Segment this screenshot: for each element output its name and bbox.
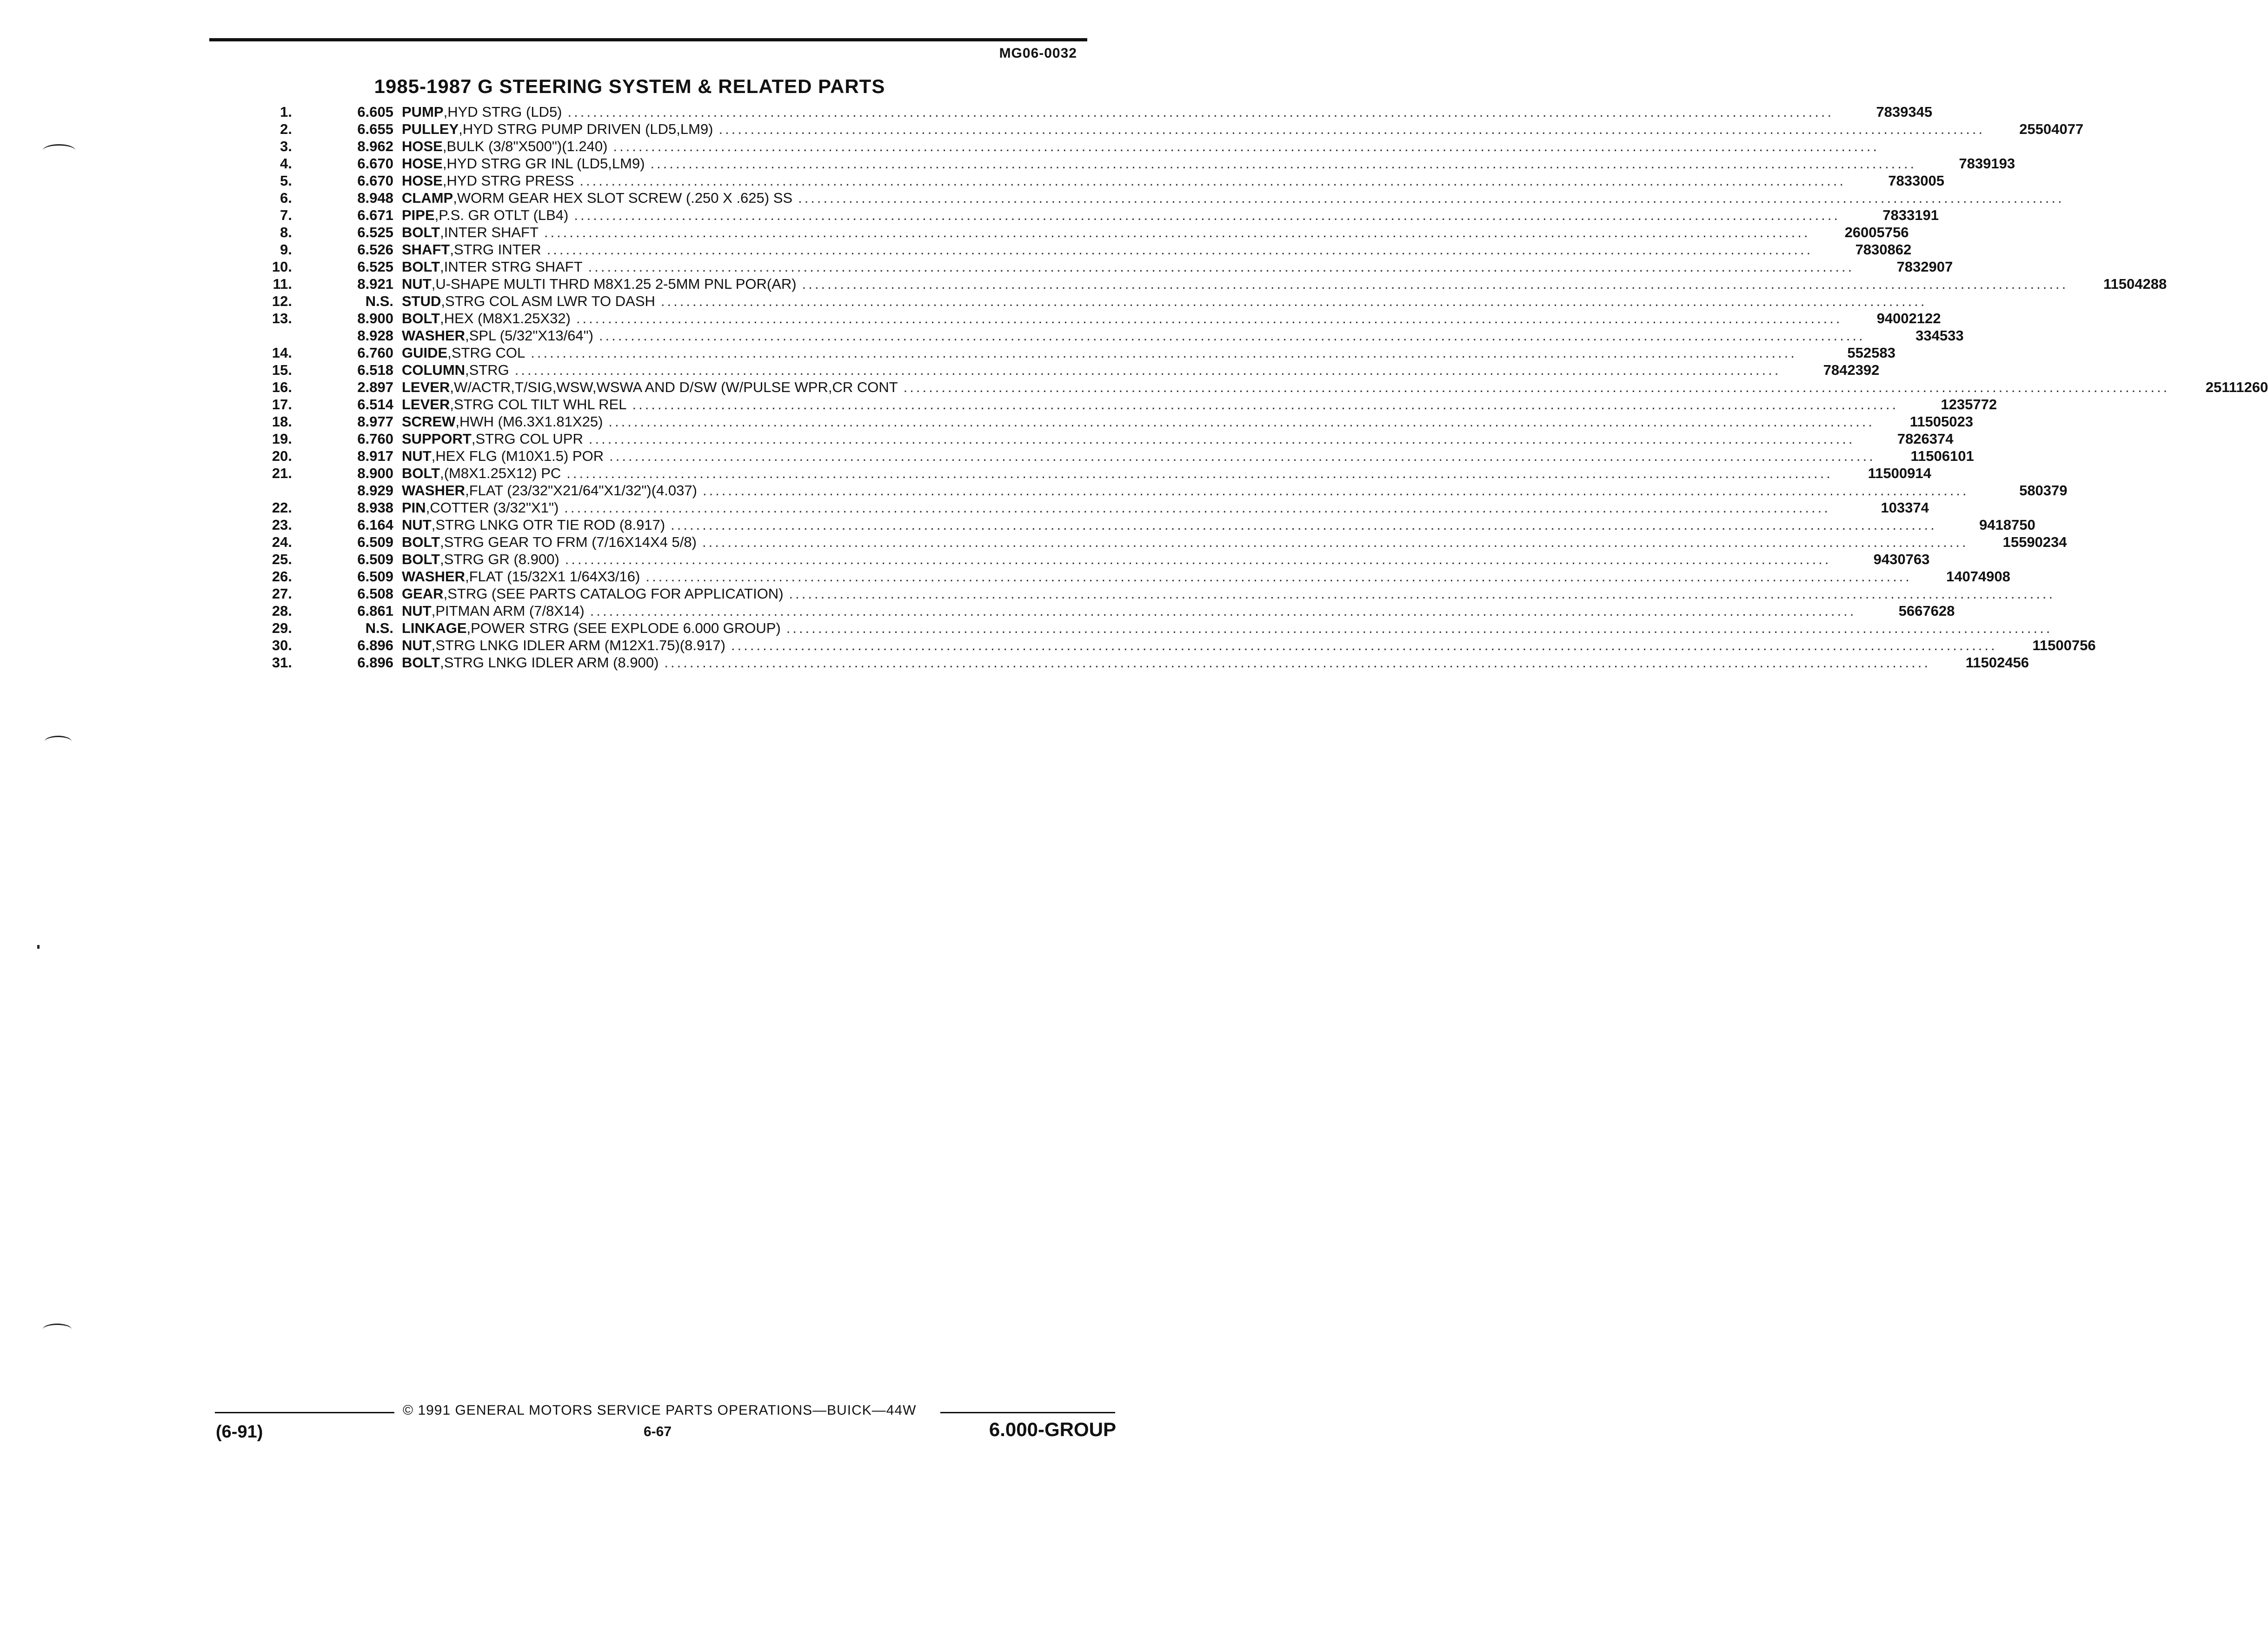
part-number: 9418750 xyxy=(1979,517,2035,533)
parts-list xyxy=(255,103,2268,671)
part-number: 7839193 xyxy=(1959,155,2015,172)
part-name: PULLEY xyxy=(402,121,459,137)
leader-dots: ........................................................................................................................................................................................................ xyxy=(609,448,1876,464)
scan-mark xyxy=(43,144,75,157)
item-number: 3. xyxy=(280,138,292,154)
part-number: 7826374 xyxy=(1897,431,1954,447)
part-number: 334533 xyxy=(1915,327,1964,344)
part-name: STUD xyxy=(402,293,441,309)
part-name: LINKAGE xyxy=(402,620,467,636)
name-separator: , xyxy=(465,362,469,378)
part-number: 7833191 xyxy=(1882,207,1939,223)
group-number: 6.760 xyxy=(357,345,393,361)
part-description: STRG LNKG OTR TIE ROD (8.917) xyxy=(435,517,665,533)
name-separator: , xyxy=(465,482,469,499)
item-number: 11. xyxy=(273,276,292,292)
group-number: 6.508 xyxy=(357,586,393,602)
leader-dots: ........................................................................................................................................................................................................ xyxy=(564,499,1830,516)
part-description: INTER STRG SHAFT xyxy=(444,259,583,275)
leader-dots: ........................................................................................................................................................................................................ xyxy=(576,310,1842,326)
part-number: 11506101 xyxy=(1910,448,1974,464)
item-number: 17. xyxy=(272,396,292,413)
item-number: 10. xyxy=(272,259,292,275)
part-name: SCREW xyxy=(402,413,456,430)
part-row xyxy=(255,499,1929,516)
part-name: NUT xyxy=(402,276,432,292)
item-number: 15. xyxy=(272,362,292,378)
part-row xyxy=(255,275,2167,293)
name-separator: , xyxy=(440,310,444,326)
footer-page-number: 6-67 xyxy=(644,1424,672,1439)
leader-dots: ........................................................................................................................................................................................................ xyxy=(613,138,1880,154)
group-number: 6.670 xyxy=(357,173,393,189)
part-number: 11500914 xyxy=(1868,465,1931,481)
part-name: WASHER xyxy=(402,568,466,585)
group-number: 8.948 xyxy=(357,190,393,206)
scan-mark xyxy=(43,1324,72,1335)
part-name: GUIDE xyxy=(402,345,448,361)
part-name: BOLT xyxy=(402,224,440,240)
name-separator: , xyxy=(447,345,452,361)
group-number: 8.962 xyxy=(357,138,393,154)
part-row xyxy=(255,430,1954,447)
item-number: 21. xyxy=(272,465,292,481)
part-number: 94002122 xyxy=(1876,310,1941,326)
scan-mark xyxy=(45,736,72,747)
part-name: PIN xyxy=(402,499,426,516)
footer-rule-right xyxy=(940,1412,1115,1413)
part-row xyxy=(255,619,2053,637)
item-number: 14. xyxy=(272,345,292,361)
leader-dots: ........................................................................................................................................................................................................ xyxy=(531,345,1797,361)
part-row xyxy=(255,310,1941,327)
part-row xyxy=(255,103,1933,120)
item-number: 7. xyxy=(280,207,292,223)
leader-dots: ........................................................................................................................................................................................................ xyxy=(588,431,1855,447)
group-number: N.S. xyxy=(365,293,393,309)
part-name: BOLT xyxy=(402,654,440,671)
leader-dots: ........................................................................................................................................................................................................ xyxy=(567,104,1834,120)
part-row xyxy=(255,293,1927,310)
part-name: HOSE xyxy=(402,173,443,189)
part-name: BOLT xyxy=(402,551,440,567)
item-number: 16. xyxy=(272,379,292,395)
part-name: BOLT xyxy=(402,310,440,326)
part-description: HYD STRG PUMP DRIVEN (LD5,LM9) xyxy=(462,121,713,137)
part-description: U-SHAPE MULTI THRD M8X1.25 2-5MM PNL POR(AR) xyxy=(435,276,797,292)
item-number: 22. xyxy=(272,499,292,516)
name-separator: , xyxy=(431,603,436,619)
group-number: 6.518 xyxy=(357,362,393,378)
group-number: 8.900 xyxy=(357,310,393,326)
name-separator: , xyxy=(465,327,469,344)
group-number: 6.760 xyxy=(357,431,393,447)
part-row xyxy=(255,241,1912,258)
group-number: 6.509 xyxy=(357,534,393,550)
part-name: SUPPORT xyxy=(402,431,472,447)
document-code: MG06-0032 xyxy=(999,46,1077,61)
part-number: 15590234 xyxy=(2002,534,2067,550)
page-title: 1985-1987 G STEERING SYSTEM & RELATED PARTS xyxy=(374,75,885,97)
part-row xyxy=(255,258,1953,275)
leader-dots: ........................................................................................................................................................................................................ xyxy=(566,465,1833,481)
leader-dots: ........................................................................................................................................................................................................ xyxy=(731,637,1997,653)
name-separator: , xyxy=(440,224,444,240)
name-separator: , xyxy=(441,293,446,309)
part-number: 7833005 xyxy=(1888,173,1944,189)
part-description: HYD STRG GR INL (LD5,LM9) xyxy=(446,155,645,172)
part-description: FLAT (15/32X1 1/64X3/16) xyxy=(469,568,640,585)
part-name: LEVER xyxy=(402,379,450,395)
item-number: 23. xyxy=(272,517,292,533)
name-separator: , xyxy=(453,190,457,206)
name-separator: , xyxy=(426,499,430,516)
part-row xyxy=(255,396,1997,413)
name-separator: , xyxy=(443,104,448,120)
part-row xyxy=(255,344,1896,361)
group-number: 6.526 xyxy=(357,241,393,258)
part-row xyxy=(255,379,2268,396)
part-row xyxy=(255,654,2029,671)
item-number: 31. xyxy=(272,654,292,671)
part-row xyxy=(255,551,1930,568)
part-description: STRG LNKG IDLER ARM (M12X1.75)(8.917) xyxy=(435,637,725,653)
part-number: 9430763 xyxy=(1873,551,1930,567)
part-name: BOLT xyxy=(402,259,440,275)
part-name: PUMP xyxy=(402,104,444,120)
item-number: 26. xyxy=(272,568,292,585)
part-description: FLAT (23/32"X21/64"X1/32")(4.037) xyxy=(469,482,697,499)
part-row xyxy=(255,206,1939,224)
part-number: 7830862 xyxy=(1855,241,1912,258)
part-row xyxy=(255,533,2067,551)
leader-dots: ........................................................................................................................................................................................................ xyxy=(599,327,1865,344)
part-row xyxy=(255,585,2055,602)
part-description: STRG COL xyxy=(451,345,525,361)
part-number: 580379 xyxy=(2019,482,2068,499)
part-name: CLAMP xyxy=(402,190,453,206)
part-name: PIPE xyxy=(402,207,435,223)
group-number: 8.928 xyxy=(357,327,393,344)
group-number: N.S. xyxy=(365,620,393,636)
part-name: COLUMN xyxy=(402,362,466,378)
group-number: 6.164 xyxy=(357,517,393,533)
part-row xyxy=(255,138,1880,155)
part-description: STRG xyxy=(469,362,509,378)
footer-date: (6-91) xyxy=(216,1422,263,1442)
item-number: 20. xyxy=(272,448,292,464)
part-number: 25504077 xyxy=(2019,121,2084,137)
item-number: 24. xyxy=(272,534,292,550)
part-description: HEX (M8X1.25X32) xyxy=(444,310,571,326)
name-separator: , xyxy=(431,517,436,533)
part-name: BOLT xyxy=(402,534,440,550)
name-separator: , xyxy=(450,379,454,395)
part-description: STRG INTER xyxy=(453,241,541,258)
part-description: (M8X1.25X12) PC xyxy=(444,465,561,481)
item-number: 12. xyxy=(272,293,292,309)
name-separator: , xyxy=(471,431,476,447)
leader-dots: ........................................................................................................................................................................................................ xyxy=(664,654,1930,671)
part-description: PITMAN ARM (7/8X14) xyxy=(435,603,585,619)
leader-dots: ........................................................................................................................................................................................................ xyxy=(574,207,1840,223)
leader-dots: ........................................................................................................................................................................................................ xyxy=(590,603,1856,619)
part-number: 11504288 xyxy=(2103,276,2167,292)
part-number: 103374 xyxy=(1881,499,1929,516)
part-row xyxy=(255,465,1931,482)
part-row xyxy=(255,413,1973,430)
name-separator: , xyxy=(440,551,444,567)
group-number: 8.929 xyxy=(357,482,393,499)
scan-mark xyxy=(37,945,40,949)
part-number: 7839345 xyxy=(1876,104,1933,120)
part-description: STRG COL UPR xyxy=(475,431,583,447)
leader-dots: ........................................................................................................................................................................................................ xyxy=(608,413,1875,430)
part-description: BULK (3/8"X500")(1.240) xyxy=(446,138,608,154)
name-separator: , xyxy=(442,138,447,154)
footer-copyright: © 1991 GENERAL MOTORS SERVICE PARTS OPERATIONS—BUICK—44W xyxy=(403,1403,917,1418)
leader-dots: ........................................................................................................................................................................................................ xyxy=(514,362,1781,378)
leader-dots: ........................................................................................................................................................................................................ xyxy=(579,173,1846,189)
part-number: 552583 xyxy=(1847,345,1896,361)
group-number: 6.670 xyxy=(357,155,393,172)
part-row xyxy=(255,224,1909,241)
name-separator: , xyxy=(440,534,444,550)
name-separator: , xyxy=(440,259,444,275)
part-description: STRG GEAR TO FRM (7/16X14X4 5/8) xyxy=(444,534,697,550)
part-name: WASHER xyxy=(402,327,466,344)
item-number: 25. xyxy=(272,551,292,567)
leader-dots: ........................................................................................................................................................................................................ xyxy=(903,379,2170,395)
name-separator: , xyxy=(455,413,460,430)
part-number: 14074908 xyxy=(1946,568,2010,585)
name-separator: , xyxy=(459,121,463,137)
part-description: POWER STRG (SEE EXPLODE 6.000 GROUP) xyxy=(471,620,781,636)
group-number: 6.525 xyxy=(357,259,393,275)
item-number: 9. xyxy=(280,241,292,258)
leader-dots: ........................................................................................................................................................................................................ xyxy=(702,534,1969,550)
name-separator: , xyxy=(431,448,436,464)
part-name: SHAFT xyxy=(402,241,450,258)
part-description: STRG GR (8.900) xyxy=(444,551,559,567)
part-name: GEAR xyxy=(402,586,444,602)
part-row xyxy=(255,172,1944,189)
item-number: 27. xyxy=(272,586,292,602)
part-name: LEVER xyxy=(402,396,450,413)
group-number: 8.917 xyxy=(357,448,393,464)
leader-dots: ........................................................................................................................................................................................................ xyxy=(702,482,1969,499)
part-number: 5667628 xyxy=(1898,603,1955,619)
part-description: INTER SHAFT xyxy=(444,224,539,240)
footer-group: 6.000-GROUP xyxy=(989,1418,1116,1440)
item-number: 1. xyxy=(280,104,292,120)
leader-dots: ........................................................................................................................................................................................................ xyxy=(718,121,1985,137)
leader-dots: ........................................................................................................................................................................................................ xyxy=(802,276,2068,292)
name-separator: , xyxy=(466,620,471,636)
part-name: NUT xyxy=(402,448,432,464)
name-separator: , xyxy=(442,155,447,172)
group-number: 8.900 xyxy=(357,465,393,481)
part-row xyxy=(255,602,1955,619)
leader-dots: ........................................................................................................................................................................................................ xyxy=(544,224,1810,240)
leader-dots: ........................................................................................................................................................................................................ xyxy=(632,396,1899,413)
part-name: NUT xyxy=(402,603,432,619)
part-name: NUT xyxy=(402,517,432,533)
part-name: BOLT xyxy=(402,465,440,481)
part-description: STRG COL ASM LWR TO DASH xyxy=(445,293,655,309)
part-row xyxy=(255,120,2084,138)
part-number: 26005756 xyxy=(1844,224,1909,240)
group-number: 6.605 xyxy=(357,104,393,120)
leader-dots: ........................................................................................................................................................................................................ xyxy=(565,551,1831,567)
group-number: 6.861 xyxy=(357,603,393,619)
name-separator: , xyxy=(465,568,469,585)
name-separator: , xyxy=(442,173,447,189)
part-description: WORM GEAR HEX SLOT SCREW (.250 X .625) SS xyxy=(457,190,793,206)
part-description: HWH (M6.3X1.81X25) xyxy=(459,413,603,430)
name-separator: , xyxy=(440,465,444,481)
group-number: 2.897 xyxy=(357,379,393,395)
part-description: SPL (5/32"X13/64") xyxy=(469,327,594,344)
name-separator: , xyxy=(431,637,436,653)
part-name: NUT xyxy=(402,637,432,653)
item-number: 2. xyxy=(280,121,292,137)
item-number: 5. xyxy=(280,173,292,189)
item-number: 4. xyxy=(280,155,292,172)
part-number: 11500756 xyxy=(2032,637,2096,653)
item-number: 6. xyxy=(280,190,292,206)
part-description: COTTER (3/32"X1") xyxy=(430,499,559,516)
part-row xyxy=(255,447,1974,465)
item-number: 18. xyxy=(272,413,292,430)
name-separator: , xyxy=(450,396,454,413)
group-number: 6.671 xyxy=(357,207,393,223)
item-number: 13. xyxy=(272,310,292,326)
part-row xyxy=(255,189,2064,206)
part-description: HYD STRG PRESS xyxy=(446,173,574,189)
part-number: 1235772 xyxy=(1941,396,1997,413)
leader-dots: ........................................................................................................................................................................................................ xyxy=(789,586,2055,602)
leader-dots: ........................................................................................................................................................................................................ xyxy=(786,620,2053,636)
group-number: 6.655 xyxy=(357,121,393,137)
group-number: 6.896 xyxy=(357,654,393,671)
group-number: 6.509 xyxy=(357,551,393,567)
part-number: 7832907 xyxy=(1896,259,1953,275)
item-number: 29. xyxy=(272,620,292,636)
item-number: 8. xyxy=(280,224,292,240)
item-number: 30. xyxy=(272,637,292,653)
part-number: 11505023 xyxy=(1909,413,1973,430)
leader-dots: ........................................................................................................................................................................................................ xyxy=(546,241,1813,258)
part-description: STRG (SEE PARTS CATALOG FOR APPLICATION) xyxy=(447,586,784,602)
part-row xyxy=(255,568,2010,585)
part-description: HEX FLG (M10X1.5) POR xyxy=(435,448,604,464)
leader-dots: ........................................................................................................................................................................................................ xyxy=(660,293,1927,309)
group-number: 8.938 xyxy=(357,499,393,516)
group-number: 6.514 xyxy=(357,396,393,413)
part-row xyxy=(255,516,2035,533)
name-separator: , xyxy=(443,586,448,602)
leader-dots: ........................................................................................................................................................................................................ xyxy=(645,568,1912,585)
part-name: HOSE xyxy=(402,155,443,172)
leader-dots: ........................................................................................................................................................................................................ xyxy=(798,190,2064,206)
top-rule xyxy=(209,38,1087,41)
group-number: 6.525 xyxy=(357,224,393,240)
part-number: 7842392 xyxy=(1823,362,1880,378)
part-description: P.S. GR OTLT (LB4) xyxy=(439,207,569,223)
part-number: 25111260 xyxy=(2205,379,2268,395)
leader-dots: ........................................................................................................................................................................................................ xyxy=(671,517,1937,533)
part-description: STRG LNKG IDLER ARM (8.900) xyxy=(444,654,659,671)
group-number: 8.921 xyxy=(357,276,393,292)
name-separator: , xyxy=(450,241,454,258)
part-description: STRG COL TILT WHL REL xyxy=(453,396,627,413)
name-separator: , xyxy=(431,276,436,292)
part-name: HOSE xyxy=(402,138,443,154)
footer-rule-left xyxy=(215,1412,394,1413)
part-row xyxy=(255,482,2068,499)
group-number: 6.896 xyxy=(357,637,393,653)
item-number: 28. xyxy=(272,603,292,619)
part-row xyxy=(255,155,2015,172)
leader-dots: ........................................................................................................................................................................................................ xyxy=(650,155,1917,172)
group-number: 6.509 xyxy=(357,568,393,585)
part-name: WASHER xyxy=(402,482,466,499)
group-number: 8.977 xyxy=(357,413,393,430)
item-number: 19. xyxy=(272,431,292,447)
part-row xyxy=(255,361,1880,379)
leader-dots: ........................................................................................................................................................................................................ xyxy=(588,259,1855,275)
part-description: HYD STRG (LD5) xyxy=(447,104,562,120)
part-number: 11502456 xyxy=(1965,654,2029,671)
part-row xyxy=(255,637,2096,654)
name-separator: , xyxy=(434,207,439,223)
part-description: W/ACTR,T/SIG,WSW,WSWA AND D/SW (W/PULSE WPR,CR CONT xyxy=(453,379,898,395)
name-separator: , xyxy=(440,654,444,671)
part-row xyxy=(255,327,1964,344)
